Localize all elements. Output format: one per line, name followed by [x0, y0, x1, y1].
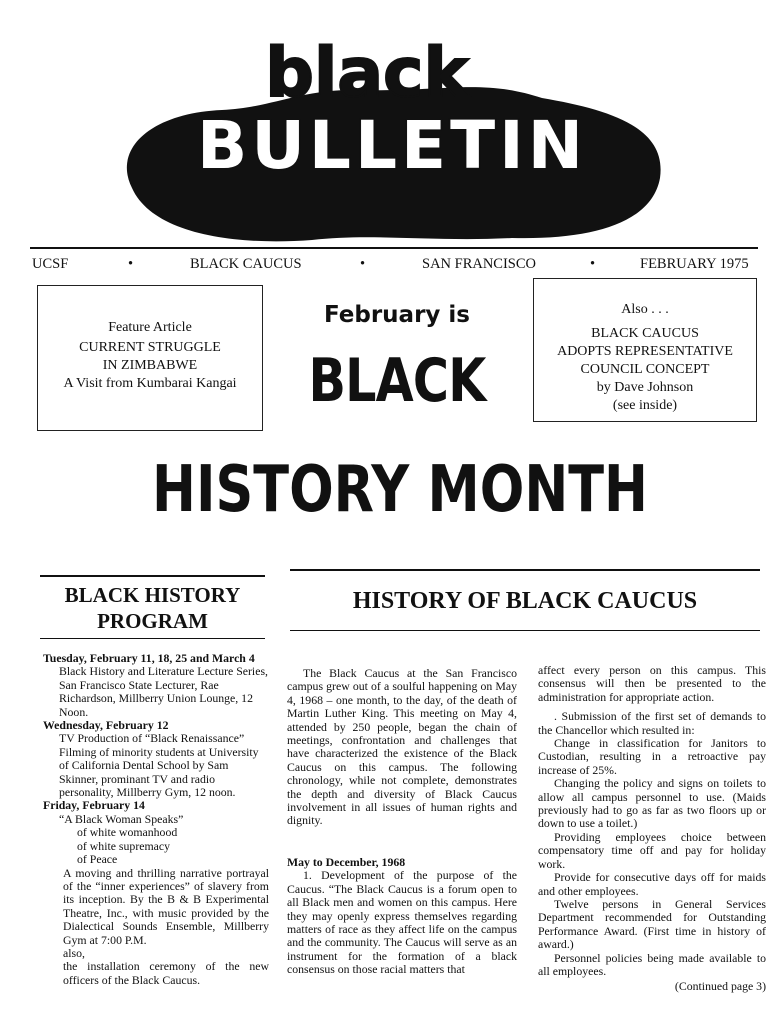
dateline-org: UCSF [32, 256, 69, 272]
also-line1: BLACK CAUCUS [591, 326, 699, 341]
masthead-line-black: black [265, 34, 469, 113]
dateline-separator: • [128, 256, 134, 272]
also-note: (see inside) [612, 398, 678, 413]
program-rule-bottom [40, 638, 265, 639]
masthead-logo [112, 18, 672, 248]
also-box [533, 278, 757, 422]
history-continuation: affect every person on this campus. This consensus will then be presented to the administration for appropriate action. [538, 663, 766, 704]
program-day-3-text: A moving and thrilling narrative portrayal of the “inner experiences” of slavery from its inception. By the B & B Experimental Theatre, Inc., with music provided by the Dialectical Sounds Ensemble, Millberry Gym at 7:00 P.M. [63, 865, 269, 947]
program-also: also, [63, 945, 85, 960]
feature-title-line2: IN ZIMBABWE [102, 358, 198, 373]
masthead-line-bulletin: BULLETIN [197, 107, 587, 184]
headline-history-month: HISTORY MONTH [152, 453, 648, 527]
program-day-3: Friday, February 14 [43, 798, 145, 813]
program-day-3-line: of Peace [77, 852, 118, 867]
history-result: Provide for consecutive days off for maids and other employees. [538, 870, 766, 898]
dateline [32, 256, 758, 280]
history-column-1 [287, 667, 517, 977]
program-heading-line1: BLACK HISTORY [64, 583, 241, 607]
history-result: Providing employees choice between compensatory time off and pay for holiday work. [538, 829, 766, 871]
history-result: Change in classification for Janitors to Custodian, resulting in a retroactive pay increase of 25%. [538, 736, 766, 777]
program-rule-top [40, 575, 265, 577]
caucus-heading: HISTORY OF BLACK CAUCUS [352, 588, 698, 614]
dateline-separator: • [360, 256, 366, 272]
history-intro: The Black Caucus at the San Francisco campus grew out of a soulful happening on May 4, 1968 – one month, to the day, of the death of Martin Luther King. This meeting on May 4, attended by 250 people, began the chain of meetings, confrontation and challenges that have characterized the existence of the Black Caucus on this campus. The following chronology, while not complete, demonstrates the depth and diversity of Black Caucus involvement in all issues of human rights and dignity. [287, 666, 517, 828]
dateline-city: SAN FRANCISCO [422, 256, 537, 272]
masthead-rule [30, 247, 758, 249]
feature-article-box [37, 285, 263, 431]
caucus-rule-bottom [290, 630, 760, 631]
also-kicker: Also . . . [621, 302, 669, 317]
program-heading-line2: PROGRAM [97, 609, 208, 633]
history-result: Personnel policies being made available to all employees. [538, 950, 766, 978]
feature-subtitle: A Visit from Kumbarai Kangai [63, 376, 237, 391]
headline-february-is: February is [324, 302, 470, 328]
feature-kicker: Feature Article [108, 320, 192, 335]
dateline-separator: • [590, 256, 596, 272]
dateline-date: FEBRUARY 1975 [640, 256, 749, 272]
history-result: Twelve persons in General Services Department recommended for Outstanding Performance Award. (First time in history of award.) [538, 896, 766, 952]
also-line2: ADOPTS REPRESENTATIVE [557, 344, 733, 359]
program-installation: the installation ceremony of the new officers of the Black Caucus. [63, 959, 269, 987]
history-item-2: . Submission of the first set of demands to the Chancellor which resulted in: [538, 709, 766, 737]
feature-title-line1: CURRENT STRUGGLE [79, 340, 221, 355]
also-byline: by Dave Johnson [596, 380, 694, 395]
caucus-rule-top [290, 569, 760, 571]
program-day-3-line: of white womanhood [77, 825, 178, 840]
history-period: May to December, 1968 [287, 854, 406, 869]
program-day-2-text: TV Production of “Black Renaissance” Filming of minority students at University of California Dental School by Sam Skinner, prominant TV and radio personality, Millberry Gym, 12 noon. [59, 731, 259, 800]
program-day-2: Wednesday, February 12 [43, 718, 169, 733]
program-day-1-text: Black History and Literature Lecture Series, San Francisco State Lecturer, Rae Richardson, Millberry Union Lounge, 12 Noon. [59, 664, 268, 719]
program-heading [40, 582, 265, 634]
program-day-3-line: of white supremacy [77, 838, 171, 853]
history-result: Changing the policy and signs on toilets to allow all campus personnel to use. (Maids previously had to go as far as two floors up or down to use a toilet.) [538, 776, 766, 831]
history-item-1: 1. Development of the purpose of the Caucus. “The Black Caucus is a forum open to all Black men and women on this campus. Here they may openly express themselves regarding matters of race as they affect life on the campus and the community. The Caucus will serve as an instrument for the formation of a black consensus on those racial matters that [287, 868, 517, 977]
program-column [43, 652, 269, 987]
headline-black: BLACK [308, 346, 486, 416]
dateline-group: BLACK CAUCUS [190, 256, 302, 272]
program-day-1: Tuesday, February 11, 18, 25 and March 4 [43, 651, 255, 665]
history-column-2 [538, 664, 766, 994]
program-day-3-title: “A Black Woman Speaks” [59, 811, 184, 826]
also-line3: COUNCIL CONCEPT [580, 362, 710, 377]
continued-note: (Continued page 3) [674, 979, 766, 994]
